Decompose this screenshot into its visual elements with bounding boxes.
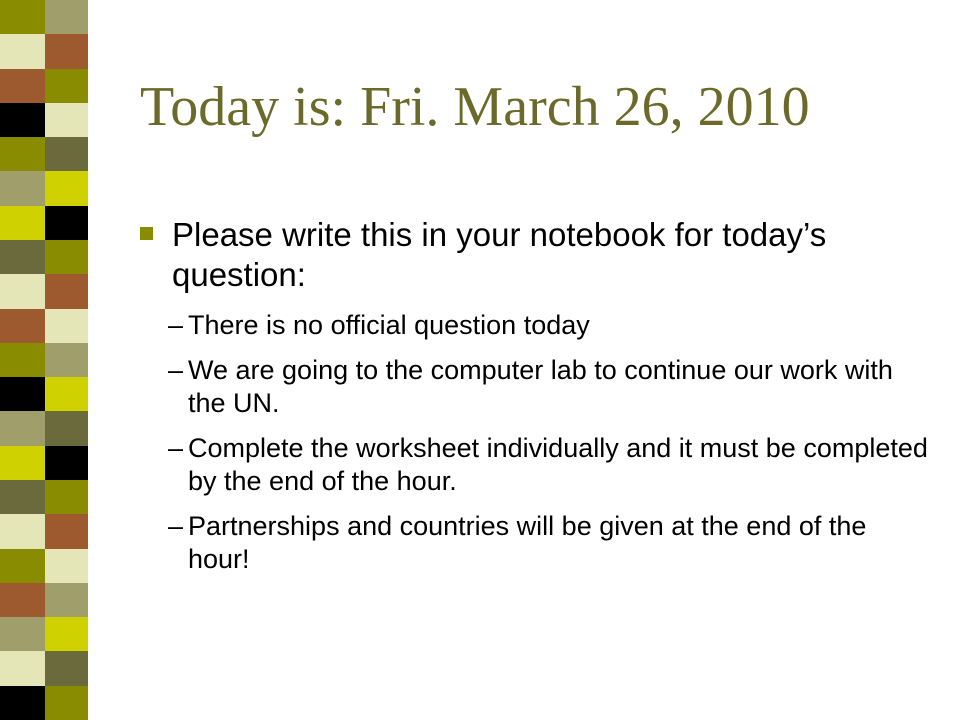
stripe-column-right [45,0,90,720]
stripe-block [0,103,45,137]
sub-bullet-text: There is no official question today [188,310,590,340]
stripe-block [45,686,90,720]
stripe-block [0,274,45,308]
stripe-block [0,617,45,651]
stripe-block [0,411,45,445]
dash-bullet-icon: – [168,511,184,541]
sub-bullet [140,354,930,420]
stripe-block [0,34,45,68]
stripe-block [0,137,45,171]
square-bullet-icon [140,227,153,240]
stripe-block [0,69,45,103]
stripe-block [0,446,45,480]
stripe-block [0,0,45,34]
stripe-block [45,137,90,171]
stripe-block [45,103,90,137]
stripe-block [45,480,90,514]
slide-title: Today is: Fri. March 26, 2010 [140,76,810,138]
stripe-block [45,343,90,377]
stripe-block [45,240,90,274]
stripe-column-left [0,0,45,720]
stripe-block [45,274,90,308]
slide-body [140,215,930,588]
stripe-block [0,549,45,583]
stripe-block [45,171,90,205]
main-bullet-text: Please write this in your notebook for today’s question: [172,216,827,293]
stripe-block [45,69,90,103]
stripe-block [0,651,45,685]
stripe-block [0,343,45,377]
stripe-gutter [88,0,110,720]
stripe-block [45,0,90,34]
stripe-block [0,240,45,274]
sub-bullet [140,432,930,498]
stripe-block [0,377,45,411]
sub-bullet-text: Partnerships and countries will be given at the end of the hour! [188,511,867,574]
dash-bullet-icon: – [168,310,184,340]
sub-bullet [140,510,930,576]
sub-bullet [140,309,930,342]
stripe-block [0,480,45,514]
stripe-block [45,309,90,343]
stripe-block [45,549,90,583]
sub-bullet-text: We are going to the computer lab to continue our work with the UN. [188,355,893,418]
stripe-block [45,446,90,480]
stripe-block [0,171,45,205]
stripe-block [0,686,45,720]
dash-bullet-icon: – [168,355,184,385]
stripe-block [45,411,90,445]
stripe-block [45,206,90,240]
decorative-stripe-bar [0,0,110,720]
stripe-block [0,514,45,548]
stripe-block [0,309,45,343]
dash-bullet-icon: – [168,433,184,463]
stripe-block [0,583,45,617]
sub-bullet-text: Complete the worksheet individually and it must be completed by the end of the hour. [188,433,928,496]
stripe-block [45,583,90,617]
stripe-block [0,206,45,240]
sub-bullet-list [140,309,930,576]
stripe-block [45,377,90,411]
main-bullet [140,215,930,295]
stripe-block [45,651,90,685]
stripe-block [45,514,90,548]
stripe-block [45,34,90,68]
stripe-block [45,617,90,651]
